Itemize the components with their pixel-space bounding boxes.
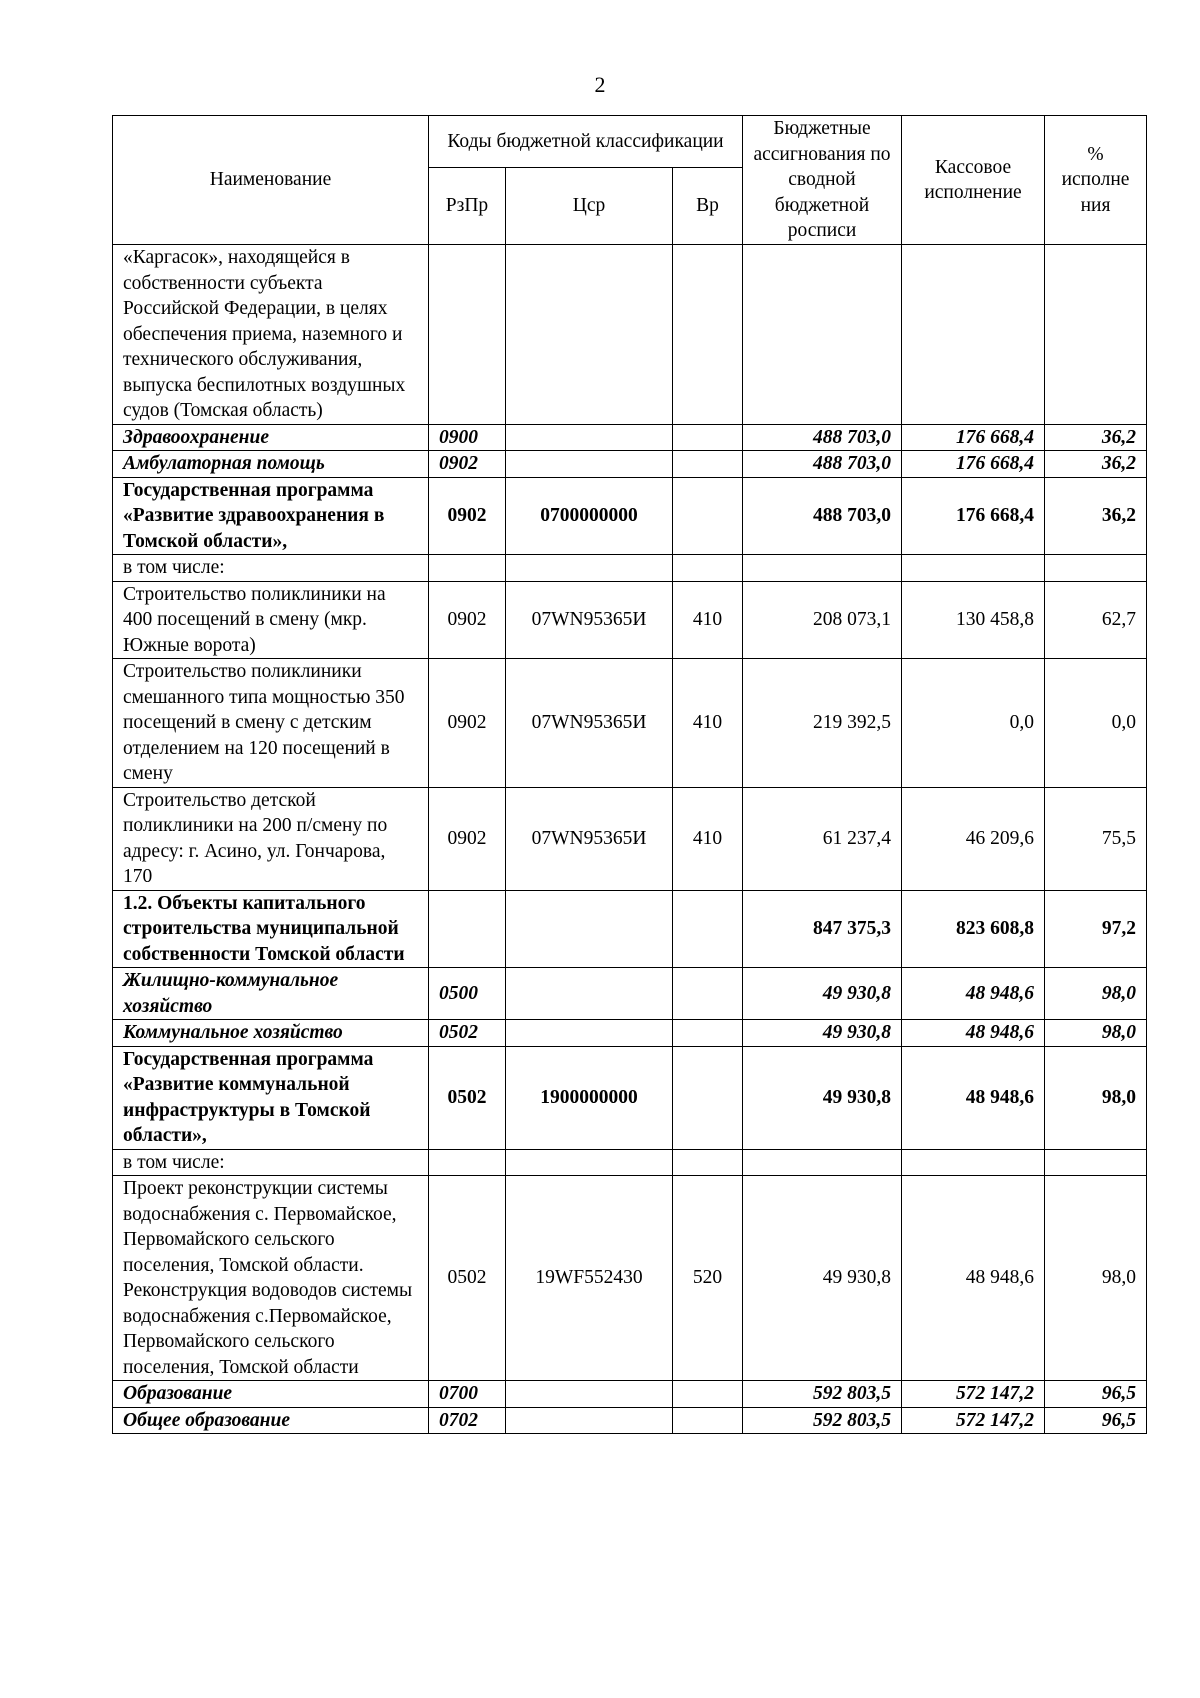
row-csr [506,245,673,425]
row-rzpr: 0902 [429,477,506,555]
row-vr [673,477,743,555]
row-allocation: 61 237,4 [743,787,902,890]
table-row [113,477,1147,555]
row-csr: 07WN95365И [506,787,673,890]
row-allocation: 488 703,0 [743,424,902,451]
row-name: Здравоохранение [113,424,429,451]
row-csr [506,451,673,478]
row-percent: 98,0 [1045,1046,1147,1149]
row-name: Проект реконструкции системы водоснабжения с. Первомайское, Первомайского сельского поселения, Томской области. Реконструкция водоводов системы водоснабжения с.Первомайское, Первомайского сельского поселения, Томской области [113,1176,429,1381]
row-rzpr: 0502 [429,1020,506,1047]
row-rzpr [429,890,506,968]
row-cash: 48 948,6 [902,1046,1045,1149]
row-csr: 19WF552430 [506,1176,673,1381]
row-allocation: 219 392,5 [743,659,902,788]
row-cash: 572 147,2 [902,1381,1045,1408]
row-cash: 48 948,6 [902,1020,1045,1047]
budget-table [112,115,1147,1434]
row-cash: 48 948,6 [902,1176,1045,1381]
row-csr: 07WN95365И [506,659,673,788]
row-name: Государственная программа «Развитие здравоохранения в Томской области», [113,477,429,555]
row-name: Жилищно-коммунальное хозяйство [113,968,429,1020]
table-row [113,890,1147,968]
table-row [113,451,1147,478]
row-percent: 75,5 [1045,787,1147,890]
row-cash: 176 668,4 [902,424,1045,451]
table-row [113,245,1147,425]
row-name: Строительство поликлиники на 400 посещений в смену (мкр. Южные ворота) [113,581,429,659]
row-cash: 0,0 [902,659,1045,788]
row-allocation: 49 930,8 [743,1020,902,1047]
table-row [113,424,1147,451]
row-csr [506,1149,673,1176]
row-vr: 410 [673,659,743,788]
row-allocation [743,1149,902,1176]
row-rzpr: 0500 [429,968,506,1020]
row-cash: 48 948,6 [902,968,1045,1020]
row-vr [673,1149,743,1176]
row-percent: 98,0 [1045,1176,1147,1381]
row-cash [902,245,1045,425]
row-csr [506,890,673,968]
row-rzpr: 0902 [429,451,506,478]
row-rzpr: 0900 [429,424,506,451]
row-rzpr: 0702 [429,1407,506,1434]
row-name: «Каргасок», находящейся в собственности субъекта Российской Федерации, в целях обеспечения приема, наземного и технического обслуживания, выпуска беспилотных воздушных судов (Томская область) [113,245,429,425]
row-cash: 46 209,6 [902,787,1045,890]
row-csr [506,1381,673,1408]
row-rzpr: 0902 [429,581,506,659]
table-row [113,581,1147,659]
row-vr: 520 [673,1176,743,1381]
row-rzpr: 0902 [429,787,506,890]
row-vr [673,968,743,1020]
row-allocation: 49 930,8 [743,1176,902,1381]
row-percent: 96,5 [1045,1381,1147,1408]
row-cash: 572 147,2 [902,1407,1045,1434]
row-cash [902,555,1045,582]
header-allocations: Бюджетные ассигнования по сводной бюджетной росписи [743,116,902,245]
row-percent: 36,2 [1045,424,1147,451]
row-csr [506,1020,673,1047]
row-allocation: 488 703,0 [743,477,902,555]
row-rzpr [429,1149,506,1176]
row-vr [673,451,743,478]
table-row [113,1046,1147,1149]
row-rzpr [429,245,506,425]
row-cash: 823 608,8 [902,890,1045,968]
header-name: Наименование [113,116,429,245]
row-name: Образование [113,1381,429,1408]
row-name: 1.2. Объекты капитального строительства муниципальной собственности Томской области [113,890,429,968]
row-vr [673,890,743,968]
table-row [113,1020,1147,1047]
row-csr [506,424,673,451]
row-percent: 98,0 [1045,1020,1147,1047]
row-name: Строительство детской поликлиники на 200 п/смену по адресу: г. Асино, ул. Гончарова, 170 [113,787,429,890]
table-row [113,555,1147,582]
table-row [113,968,1147,1020]
row-percent: 96,5 [1045,1407,1147,1434]
row-rzpr: 0700 [429,1381,506,1408]
table-row [113,787,1147,890]
row-cash: 176 668,4 [902,451,1045,478]
row-allocation: 592 803,5 [743,1407,902,1434]
row-csr [506,968,673,1020]
table-row [113,1149,1147,1176]
row-allocation: 208 073,1 [743,581,902,659]
row-allocation: 592 803,5 [743,1381,902,1408]
row-cash: 130 458,8 [902,581,1045,659]
table-row [113,659,1147,788]
row-vr: 410 [673,581,743,659]
row-vr [673,1407,743,1434]
row-vr [673,245,743,425]
row-percent: 62,7 [1045,581,1147,659]
row-csr: 07WN95365И [506,581,673,659]
header-codes: Коды бюджетной классификации [429,116,743,168]
row-percent: 98,0 [1045,968,1147,1020]
row-percent [1045,555,1147,582]
row-percent: 36,2 [1045,451,1147,478]
header-csr: Цср [506,168,673,245]
row-percent: 0,0 [1045,659,1147,788]
row-name: в том числе: [113,555,429,582]
row-vr [673,1020,743,1047]
row-vr [673,1381,743,1408]
row-rzpr: 0502 [429,1046,506,1149]
row-name: Общее образование [113,1407,429,1434]
row-csr [506,1407,673,1434]
row-rzpr: 0502 [429,1176,506,1381]
table-row [113,1381,1147,1408]
row-percent: 36,2 [1045,477,1147,555]
row-csr [506,555,673,582]
row-csr: 0700000000 [506,477,673,555]
row-vr: 410 [673,787,743,890]
page-number: 2 [594,72,606,97]
header-cash: Кассовое исполнение [902,116,1045,245]
row-percent [1045,245,1147,425]
row-allocation [743,555,902,582]
row-vr [673,555,743,582]
row-allocation: 49 930,8 [743,968,902,1020]
header-percent: % исполне ния [1045,116,1147,245]
row-rzpr [429,555,506,582]
row-percent: 97,2 [1045,890,1147,968]
row-name: Амбулаторная помощь [113,451,429,478]
row-percent [1045,1149,1147,1176]
table-row [113,1407,1147,1434]
header-vr: Вр [673,168,743,245]
row-name: в том числе: [113,1149,429,1176]
row-name: Государственная программа «Развитие коммунальной инфраструктуры в Томской области», [113,1046,429,1149]
row-vr [673,424,743,451]
row-allocation: 847 375,3 [743,890,902,968]
row-csr: 1900000000 [506,1046,673,1149]
row-allocation: 49 930,8 [743,1046,902,1149]
row-name: Коммунальное хозяйство [113,1020,429,1047]
table-row [113,1176,1147,1381]
header-rzpr: РзПр [429,168,506,245]
row-allocation [743,245,902,425]
row-cash: 176 668,4 [902,477,1045,555]
row-rzpr: 0902 [429,659,506,788]
row-cash [902,1149,1045,1176]
row-name: Строительство поликлиники смешанного типа мощностью 350 посещений в смену с детским отделением на 120 посещений в смену [113,659,429,788]
row-vr [673,1046,743,1149]
row-allocation: 488 703,0 [743,451,902,478]
